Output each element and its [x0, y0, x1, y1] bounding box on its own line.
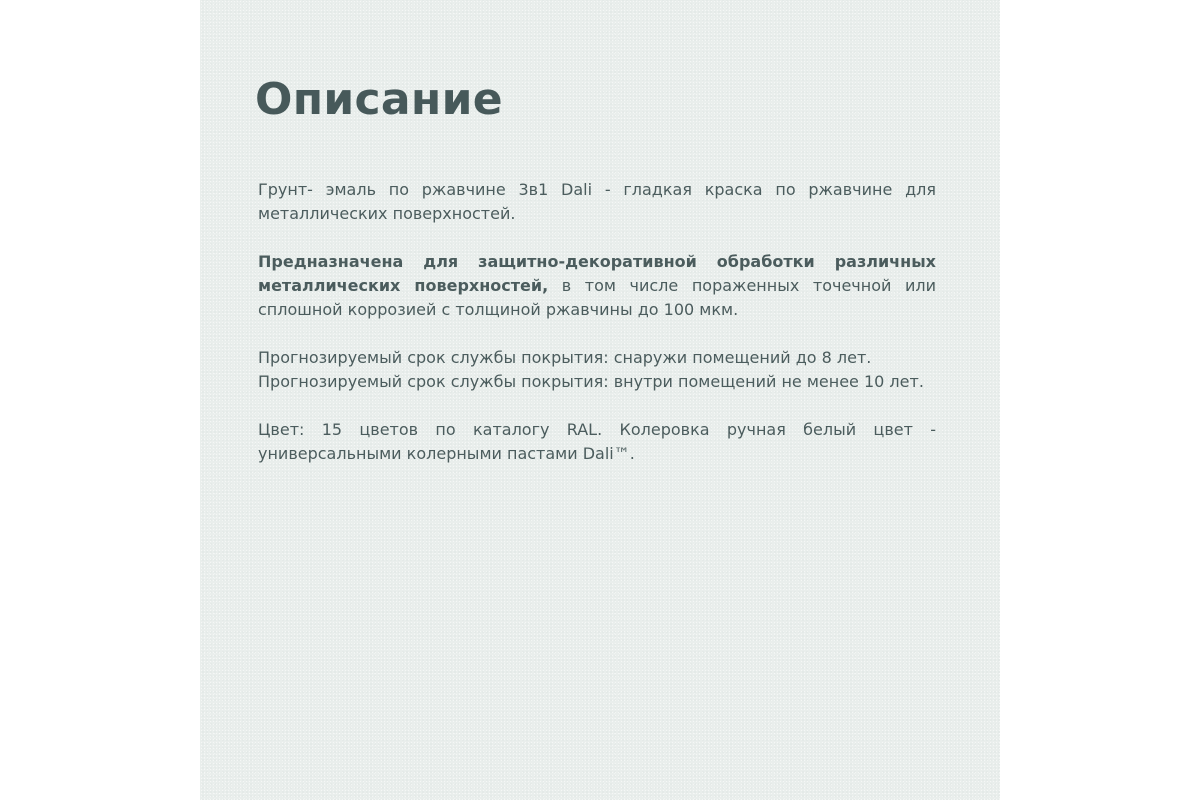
description-panel	[200, 0, 1000, 800]
purpose-rest-text: в том числе пораженных точечной или сплошной коррозией с толщиной ржавчины до 100 мкм.	[258, 276, 936, 319]
paragraph-intro: Грунт- эмаль по ржавчине 3в1 Dali - гладкая краска по ржавчине для металлических поверхностей.	[258, 180, 936, 223]
service-life-indoor: Прогнозируемый срок службы покрытия: внутри помещений не менее 10 лет.	[258, 372, 924, 391]
page-title: Описание	[255, 74, 503, 125]
description-body	[258, 178, 936, 490]
service-life-outdoor: Прогнозируемый срок службы покрытия: снаружи помещений до 8 лет.	[258, 348, 872, 367]
paragraph-service-life	[258, 346, 936, 394]
paragraph-purpose	[258, 250, 936, 322]
purpose-bold-text: Предназначена для защитно-декоративной обработки различных металлических поверхностей,	[258, 252, 936, 295]
paragraph-color: Цвет: 15 цветов по каталогу RAL. Колеровка ручная белый цвет - универсальными колерными пастами Dali™.	[258, 420, 936, 463]
